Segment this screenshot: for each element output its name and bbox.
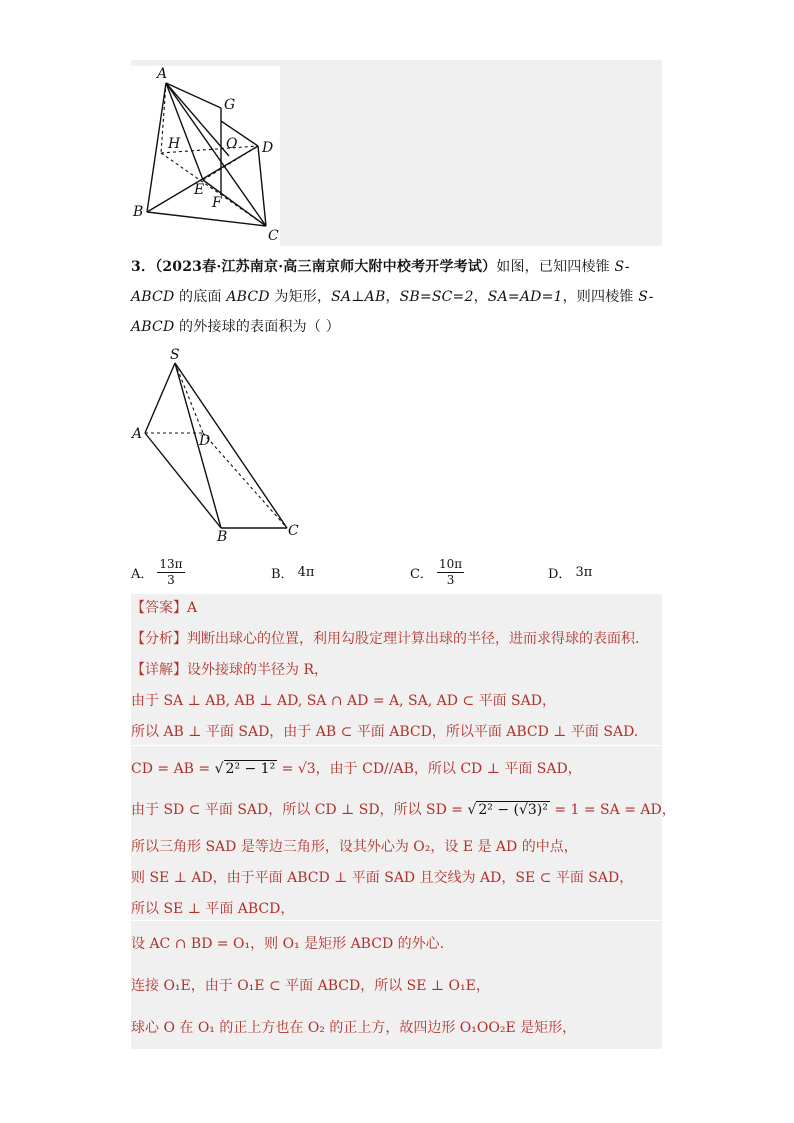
label-A: A — [157, 66, 168, 82]
label-G: G — [224, 97, 236, 113]
option-D-value: 3π — [575, 564, 593, 580]
pyramid-name: S-ABCD — [131, 259, 630, 305]
question-source: （2023春·江苏南京·高三南京师大附中校考开学考试） — [155, 259, 497, 275]
proof-text-1: 由于 SA ⊥ AB, AB ⊥ AD, SA ∩ AD = A, SA, AD ⊂ 平面 SAD， — [131, 693, 556, 709]
answer-options — [131, 552, 671, 592]
label-C2: C — [288, 523, 299, 539]
analysis-text: 判断出球心的位置，利用勾股定理计算出球的半径，进而求得球的表面积. — [187, 631, 640, 647]
analysis-line — [131, 628, 662, 648]
proof-text-3c: = √3，由于 CD//AB，所以 CD ⊥ 平面 SAD， — [277, 761, 582, 777]
question-number: 3． — [131, 259, 156, 275]
detail-text: 设外接球的半径为 R， — [187, 662, 328, 678]
pyramid-figure-2 — [131, 345, 301, 545]
option-C[interactable] — [410, 552, 464, 592]
label-D: D — [262, 140, 274, 156]
proof-text-4a: 由于 SD ⊂ 平面 SAD，所以 CD ⊥ SD，所以 SD = — [131, 802, 468, 818]
option-D[interactable] — [548, 552, 592, 592]
proof-line-10 — [131, 1017, 662, 1037]
question-text-d: ，则四棱锥 — [562, 289, 639, 305]
label-B2: B — [217, 529, 228, 545]
divider-2 — [131, 920, 662, 921]
answer-tag: 【答案】 — [131, 600, 187, 616]
proof-line-5 — [131, 836, 662, 856]
question-text-b: 的底面 — [174, 289, 227, 305]
condition-1: SA⊥AB — [331, 289, 386, 305]
question-text-c: 为矩形， — [269, 289, 332, 305]
condition-2: SB=SC=2 — [399, 289, 474, 305]
sqrt-sign-2: √ — [467, 802, 477, 818]
proof-text-7: 所以 SE ⊥ 平面 ABCD， — [131, 901, 295, 917]
proof-line-7 — [131, 898, 662, 918]
option-B-label: B． — [271, 566, 294, 582]
label-O: O — [226, 136, 238, 152]
proof-line-8 — [131, 933, 662, 953]
label-E: E — [194, 182, 205, 198]
label-F: F — [212, 195, 222, 211]
label-A2: A — [132, 426, 143, 442]
option-D-label: D． — [548, 566, 572, 582]
sep-2: ， — [473, 289, 488, 305]
sep-1: ， — [385, 289, 400, 305]
divider-1 — [131, 745, 662, 746]
option-A[interactable] — [131, 552, 185, 592]
option-B[interactable] — [271, 552, 314, 592]
figure1 — [131, 66, 280, 246]
option-C-den: 3 — [446, 572, 455, 587]
proof-line-6 — [131, 867, 662, 887]
proof-text-8: 设 AC ∩ BD = O₁，则 O₁ 是矩形 ABCD 的外心. — [131, 936, 445, 952]
label-C: C — [268, 228, 279, 244]
proof-line-2 — [131, 721, 662, 741]
option-A-label: A． — [131, 566, 154, 582]
proof-text-10: 球心 O 在 O₁ 的正上方也在 O₂ 的正上方，故四边形 O₁OO₂E 是矩形， — [131, 1020, 577, 1036]
label-H: H — [168, 136, 181, 152]
option-A-num: 13π — [159, 556, 183, 571]
option-C-label: C． — [410, 566, 433, 582]
label-B: B — [133, 204, 144, 220]
analysis-tag: 【分析】 — [131, 631, 187, 647]
proof-text-9: 连接 O₁E，由于 O₁E ⊂ 平面 ABCD，所以 SE ⊥ O₁E， — [131, 978, 490, 994]
base-name: ABCD — [226, 289, 270, 305]
option-C-num: 10π — [438, 556, 463, 571]
option-A-den: 3 — [167, 572, 175, 587]
figure2 — [131, 345, 301, 545]
question-3 — [131, 252, 665, 342]
option-C-fraction — [437, 557, 464, 588]
proof-text-4c: = 1 = SA = AD， — [549, 802, 676, 818]
option-A-fraction — [157, 557, 184, 588]
answer-value: A — [187, 600, 198, 616]
label-D2: D — [199, 433, 211, 449]
condition-3: SA=AD=1 — [487, 289, 563, 305]
option-B-value: 4π — [297, 564, 315, 580]
sqrt-sign-1: √ — [214, 761, 224, 777]
answer-line — [131, 597, 662, 617]
question-text-a: 如图，已知四棱锥 — [496, 259, 615, 275]
detail-line — [131, 659, 662, 679]
proof-text-4b: 2² − (√3)² — [478, 802, 548, 818]
proof-text-3b: 2² − 1² — [225, 761, 276, 777]
proof-text-2: 所以 AB ⊥ 平面 SAD，由于 AB ⊂ 平面 ABCD，所以平面 ABCD ⊥ 平面 SAD. — [131, 724, 639, 740]
proof-text-6: 则 SE ⊥ AD，由于平面 ABCD ⊥ 平面 SAD 且交线为 AD，SE ⊂ 平面 SAD， — [131, 870, 634, 886]
detail-tag: 【详解】 — [131, 662, 187, 678]
proof-line-4 — [131, 799, 676, 819]
pyramid-name-2: S-ABCD — [131, 289, 654, 335]
proof-text-5: 所以三角形 SAD 是等边三角形，设其外心为 O₂，设 E 是 AD 的中点， — [131, 839, 578, 855]
proof-line-1 — [131, 690, 662, 710]
proof-line-9 — [131, 975, 662, 995]
proof-line-3 — [131, 758, 662, 778]
proof-text-3a: CD = AB = — [131, 761, 215, 777]
label-S: S — [170, 347, 180, 363]
pyramid-figure-1 — [131, 66, 280, 246]
question-text-e: 的外接球的表面积为（ ） — [174, 319, 340, 335]
